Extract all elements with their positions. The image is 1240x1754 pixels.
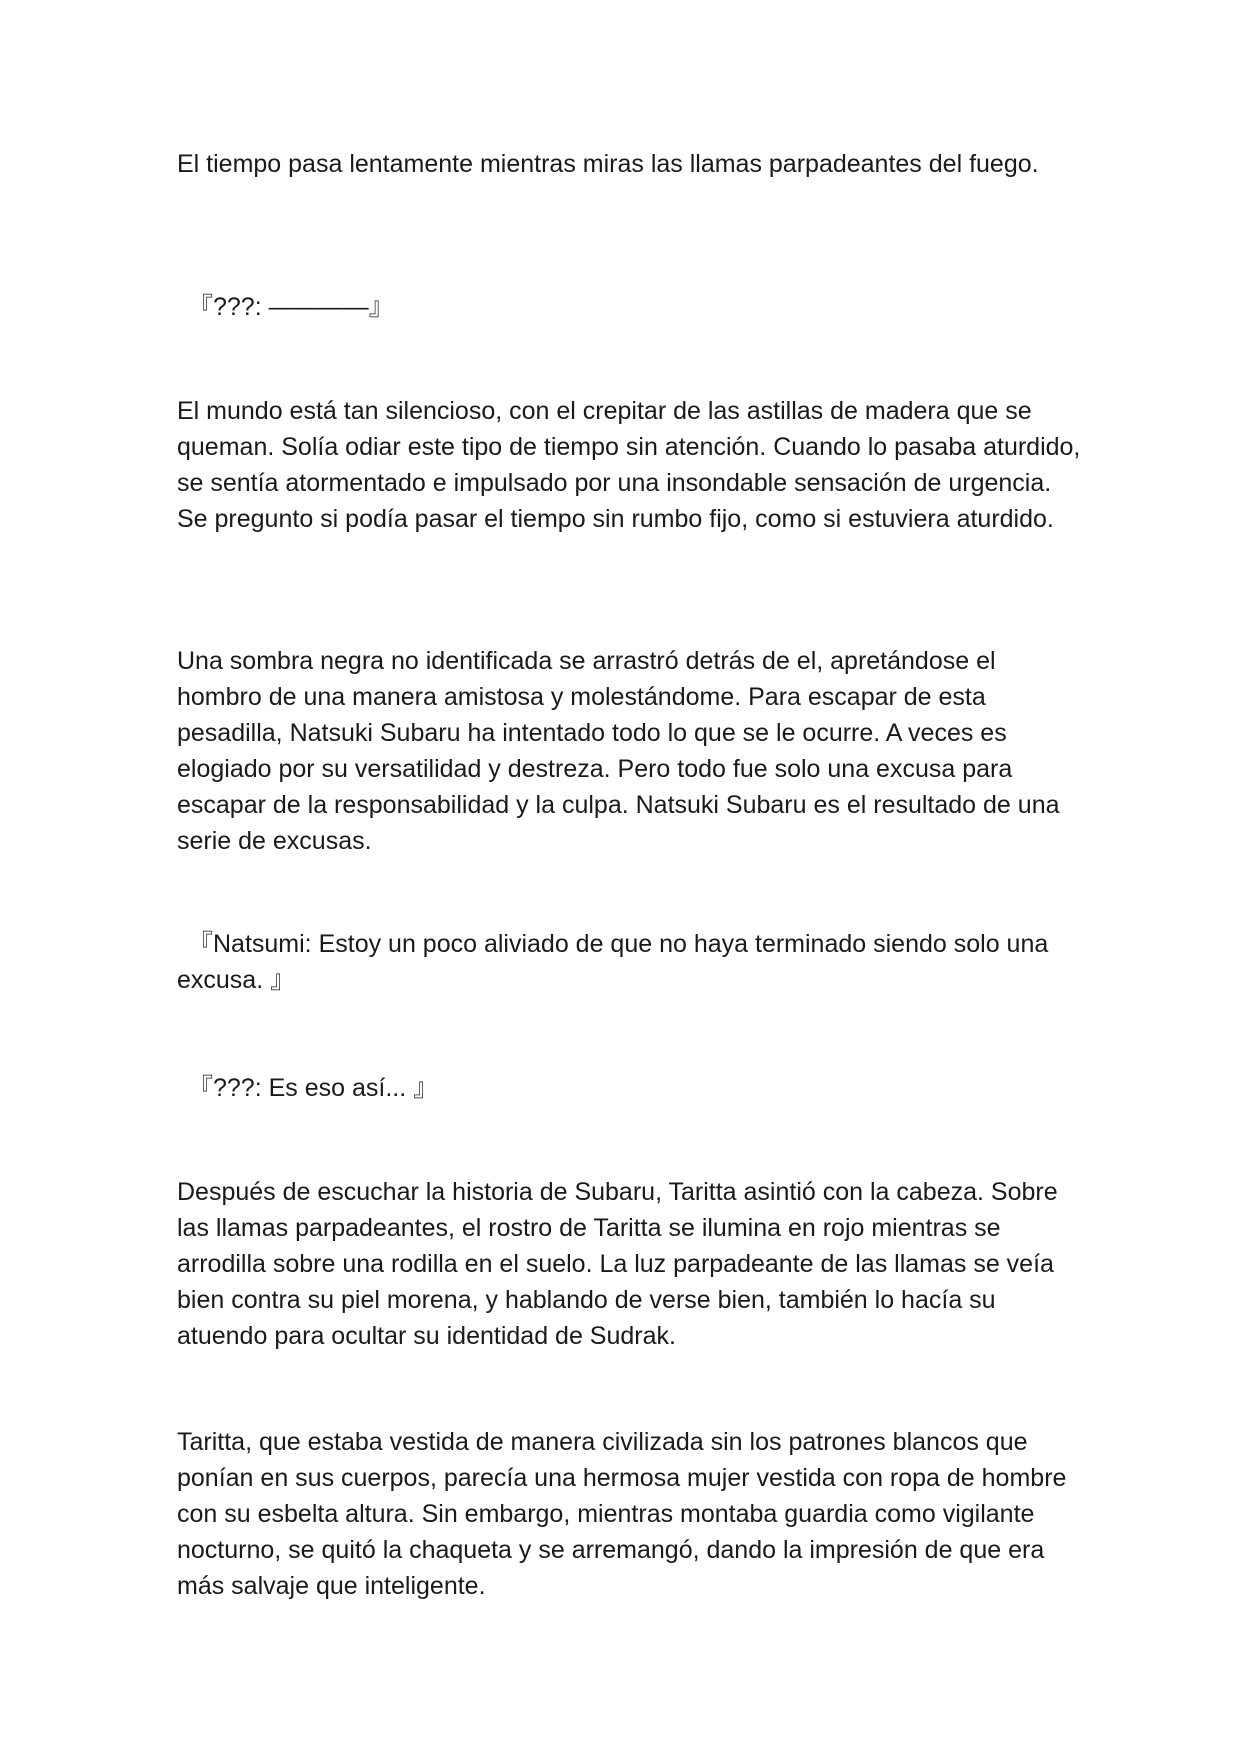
paragraph-taritta-outfit: Taritta, que estaba vestida de manera civilizada sin los patrones blancos que ponían en sus cuerpos, parecía una hermosa mujer vestida con ropa de hombre con su esbelta altura. Sin embargo, mientras montaba guardia como vigilante nocturno, se quitó la chaqueta y se arremangó, dando la impresión de que era más salvaje que inteligente.	[177, 1428, 1067, 1600]
paragraph-intro: El tiempo pasa lentamente mientras miras las llamas parpadeantes del fuego.	[177, 150, 1039, 178]
paragraph-silence: El mundo está tan silencioso, con el crepitar de las astillas de madera que se queman. Solía odiar este tipo de tiempo sin atención. Cuando lo pasaba aturdido, se sentía atormentado e impulsado por una insondable sensación de urgencia. Se pregunto si podía pasar el tiempo sin rumbo fijo, como si estuviera aturdido.	[177, 397, 1081, 533]
paragraph-taritta-nod: Después de escuchar la historia de Subaru, Taritta asintió con la cabeza. Sobre las llamas parpadeantes, el rostro de Taritta se ilumina en rojo mientras se arrodilla sobre una rodilla en el suelo. La luz parpadeante de las llamas se veía bien contra su piel morena, y hablando de verse bien, también lo hacía su atuendo para ocultar su identidad de Sudrak.	[177, 1178, 1058, 1350]
paragraph-shadow: Una sombra negra no identificada se arrastró detrás de el, apretándose el hombro de una manera amistosa y molestándome. Para escapar de esta pesadilla, Natsuki Subaru ha intentado todo lo que se le ocurre. A veces es elogiado por su versatilidad y destreza. Pero todo fue solo una excusa para escapar de la responsabilidad y la culpa. Natsuki Subaru es el resultado de una serie de excusas.	[177, 647, 1060, 855]
dialogue-unknown-2: 『???: Es eso así... 』	[188, 1074, 439, 1102]
dialogue-natsumi: 『Natsumi: Estoy un poco aliviado de que no haya terminado siendo solo una excusa. 』	[177, 930, 1049, 994]
dialogue-unknown-1: 『???: ――――』	[188, 293, 394, 321]
